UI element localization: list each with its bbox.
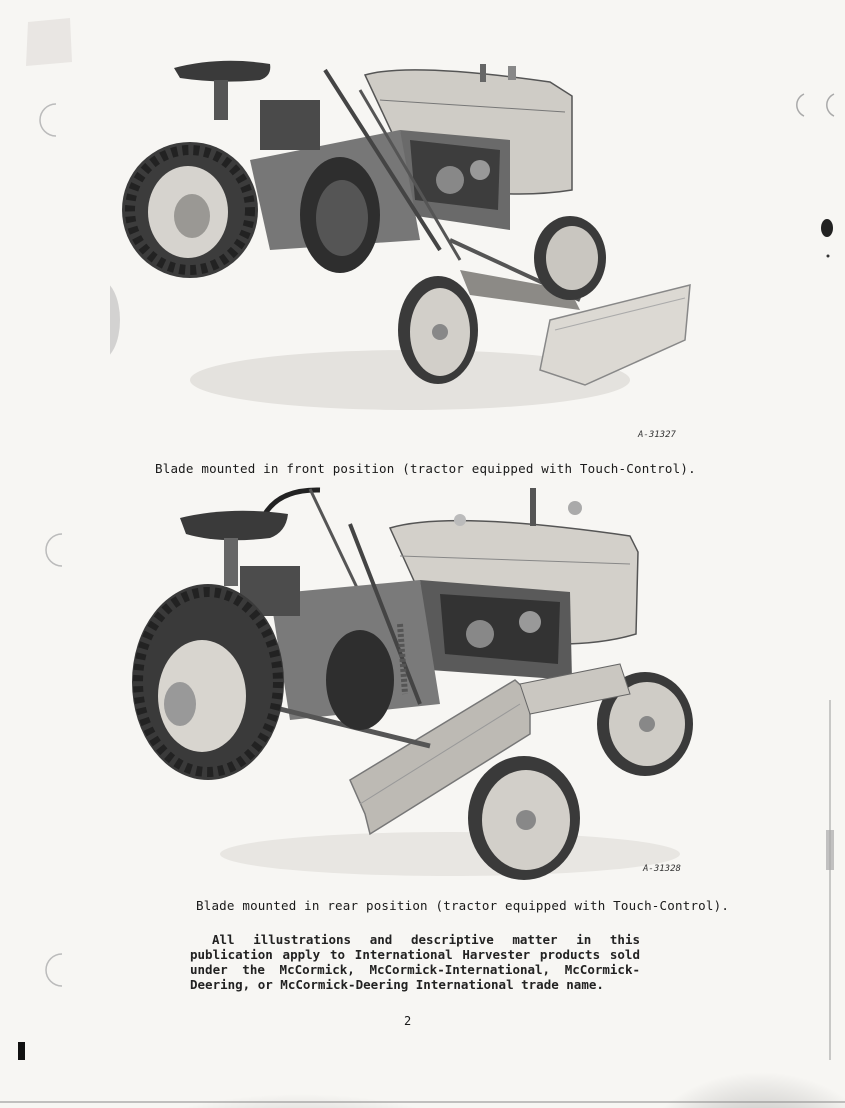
notice-text: All illustrations and descriptive matter in this publication apply to International Harvester products sold under the McCormick, McCormick-International, McCormick-Deering, or McCormick-Deering International trade name. [190,932,640,992]
tractor-front-blade-photo [110,40,710,440]
bottom-shadow [0,990,845,1108]
binding-hole-mark-left [20,100,60,140]
figure-number-2: A-31328 [643,864,681,874]
scan-smudge-top-left [18,16,78,76]
figure-caption-1: Blade mounted in front position (tractor equipped with Touch-Control). [155,461,696,476]
page-number: 2 [404,1014,412,1028]
binding-hole-mark-right [790,90,840,120]
figure-number-1: A-31327 [638,430,676,440]
binding-hole-mark-left-3 [26,950,66,990]
tractor-rear-blade-photo [120,484,720,884]
figure-caption-2: Blade mounted in rear position (tractor equipped with Touch-Control). [196,898,730,913]
publication-notice [190,932,640,992]
ink-blot-right [816,212,840,272]
binding-hole-mark-left-2 [26,530,66,570]
